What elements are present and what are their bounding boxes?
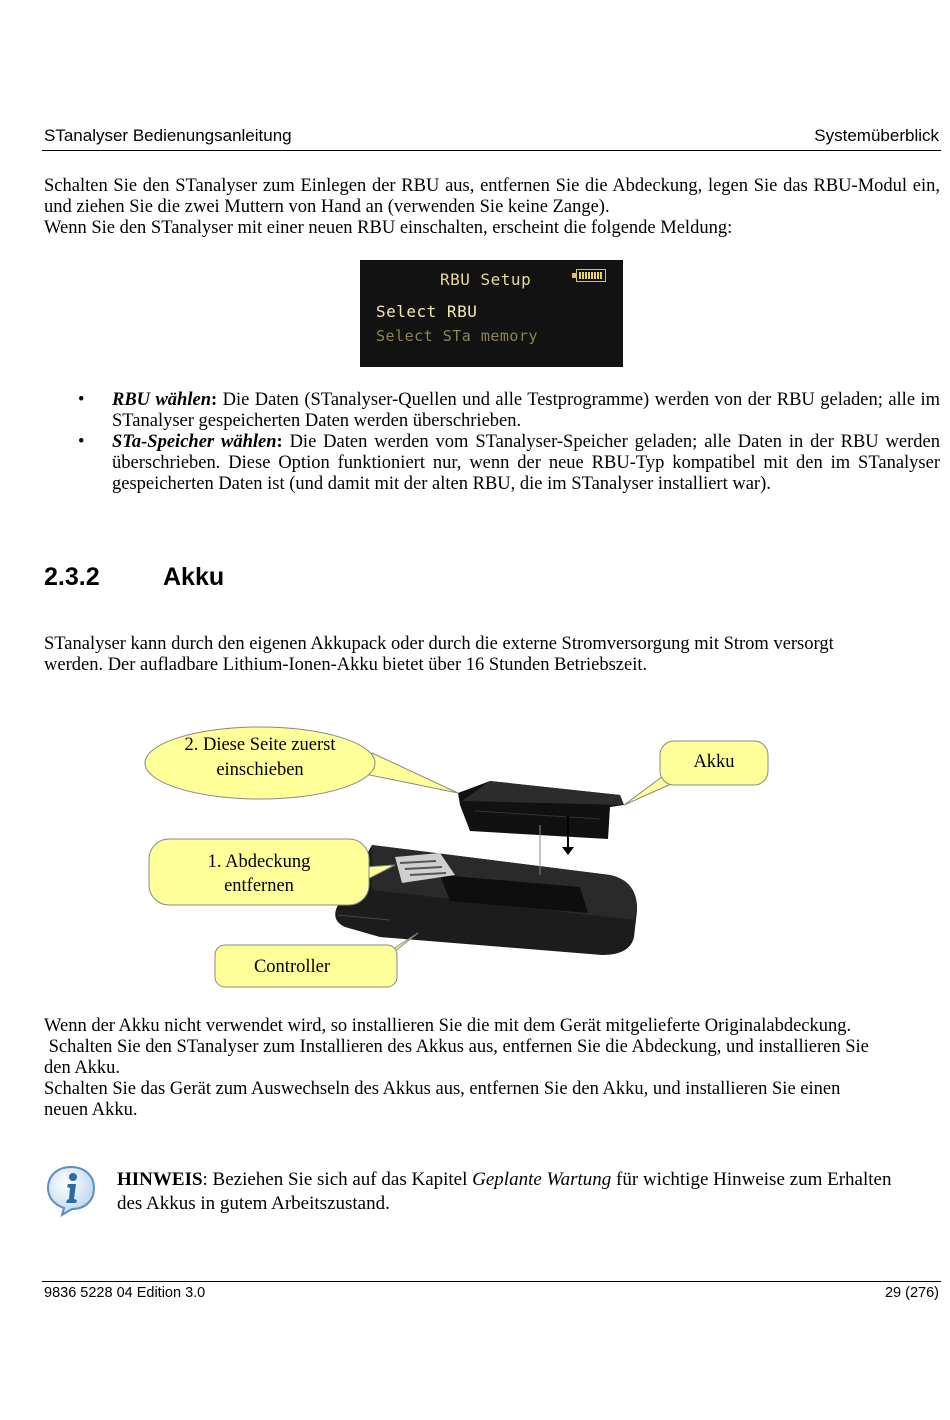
note-text-before: : Beziehen Sie sich auf das Kapitel bbox=[202, 1169, 473, 1190]
after-figure-paragraph-2: Schalten Sie den STanalyser zum Installieren des Akkus aus, entfernen Sie die Abdeckung, und installieren Sie den Akku. bbox=[44, 1037, 874, 1078]
header-chapter-title: Systemüberblick bbox=[814, 126, 939, 145]
section-number: 2.3.2 bbox=[44, 563, 100, 591]
lcd-option-select-sta-memory: Select STa memory bbox=[376, 327, 539, 345]
after-figure-paragraph-1: Wenn der Akku nicht verwendet wird, so installieren Sie die mit dem Gerät mitgelieferte Originalabdeckung. bbox=[44, 1016, 852, 1036]
bullet-text: Die Daten (STanalyser-Quellen und alle Testprogramme) werden von der RBU geladen; alle im STanalyser gespeicherten Daten werden überschrieben. bbox=[112, 390, 940, 431]
bullet-text: Die Daten werden vom STanalyser-Speicher geladen; alle Daten in der RBU werden überschrieben. Diese Option funktioniert nur, wenn der neue RBU-Typ kompatibel mit den im STanalyser gespeicherten Daten ist (und damit mit der alten RBU, die im STanalyser installiert war). bbox=[112, 432, 940, 494]
note-text-after: für wichtige Hinweise zum Erhalten des Akkus in gutem Arbeitszustand. bbox=[117, 1169, 892, 1214]
battery-fill bbox=[579, 272, 603, 279]
header-document-title: STanalyser Bedienungsanleitung bbox=[44, 126, 292, 145]
bullet-separator: : bbox=[211, 390, 218, 410]
callout-1-line-2: einschieben bbox=[216, 760, 304, 780]
bullet-icon: • bbox=[78, 432, 85, 452]
controller-device-illustration bbox=[335, 845, 637, 955]
header-rule bbox=[42, 150, 941, 151]
footer-page-number: 29 (276) bbox=[884, 1285, 939, 1301]
lcd-title: RBU Setup bbox=[440, 270, 532, 289]
after-figure-paragraph-3: Schalten Sie das Gerät zum Auswechseln des Akkus aus, entfernen Sie den Akku, und installieren Sie einen neuen Akku. bbox=[44, 1079, 841, 1120]
rbu-setup-screen bbox=[360, 260, 623, 367]
option-list bbox=[44, 390, 940, 495]
callout-4-text: Controller bbox=[253, 957, 331, 977]
footer-document-number: 9836 5228 04 Edition 3.0 bbox=[44, 1285, 206, 1301]
callout-2-text: Akku bbox=[693, 752, 735, 772]
intro-paragraph-1: Schalten Sie den STanalyser zum Einlegen der RBU aus, entfernen Sie die Abdeckung, legen Sie das RBU-Modul ein, und ziehen Sie die zwei Muttern von Hand an (verwenden Sie keine Zange). bbox=[44, 176, 940, 217]
section-title: Akku bbox=[163, 563, 225, 591]
callout-3-line-2: entfernen bbox=[224, 876, 294, 896]
lcd-option-select-rbu: Select RBU bbox=[376, 302, 478, 321]
bullet-separator: : bbox=[276, 432, 283, 452]
callout-1-line-1: 2. Diese Seite zuerst bbox=[184, 735, 336, 755]
note-chapter-reference: Geplante Wartung bbox=[472, 1169, 612, 1190]
bullet-term: RBU wählen bbox=[112, 390, 211, 410]
note-label: HINWEIS bbox=[117, 1169, 203, 1190]
callout-3-line-1: 1. Abdeckung bbox=[207, 852, 311, 872]
bullet-icon: • bbox=[78, 390, 85, 410]
after-figure-text bbox=[44, 1016, 884, 1121]
info-icon bbox=[44, 1163, 98, 1217]
intro-paragraph-2: Wenn Sie den STanalyser mit einer neuen RBU einschalten, erscheint die folgende Meldung: bbox=[44, 218, 733, 238]
note-text bbox=[117, 1168, 917, 1216]
intro-text bbox=[44, 176, 940, 239]
akku-intro-text: STanalyser kann durch den eigenen Akkupack oder durch die externe Stromversorgung mit Strom versorgt werden. Der aufladbare Lithium-Ionen-Akku bietet über 16 Stunden Betriebszeit. bbox=[44, 634, 834, 675]
bullet-term: STa-Speicher wählen bbox=[112, 432, 277, 452]
list-item bbox=[44, 390, 940, 432]
battery-installation-figure bbox=[140, 715, 735, 995]
battery-full-icon bbox=[576, 269, 606, 282]
footer-rule bbox=[42, 1281, 941, 1282]
list-item bbox=[44, 432, 940, 495]
